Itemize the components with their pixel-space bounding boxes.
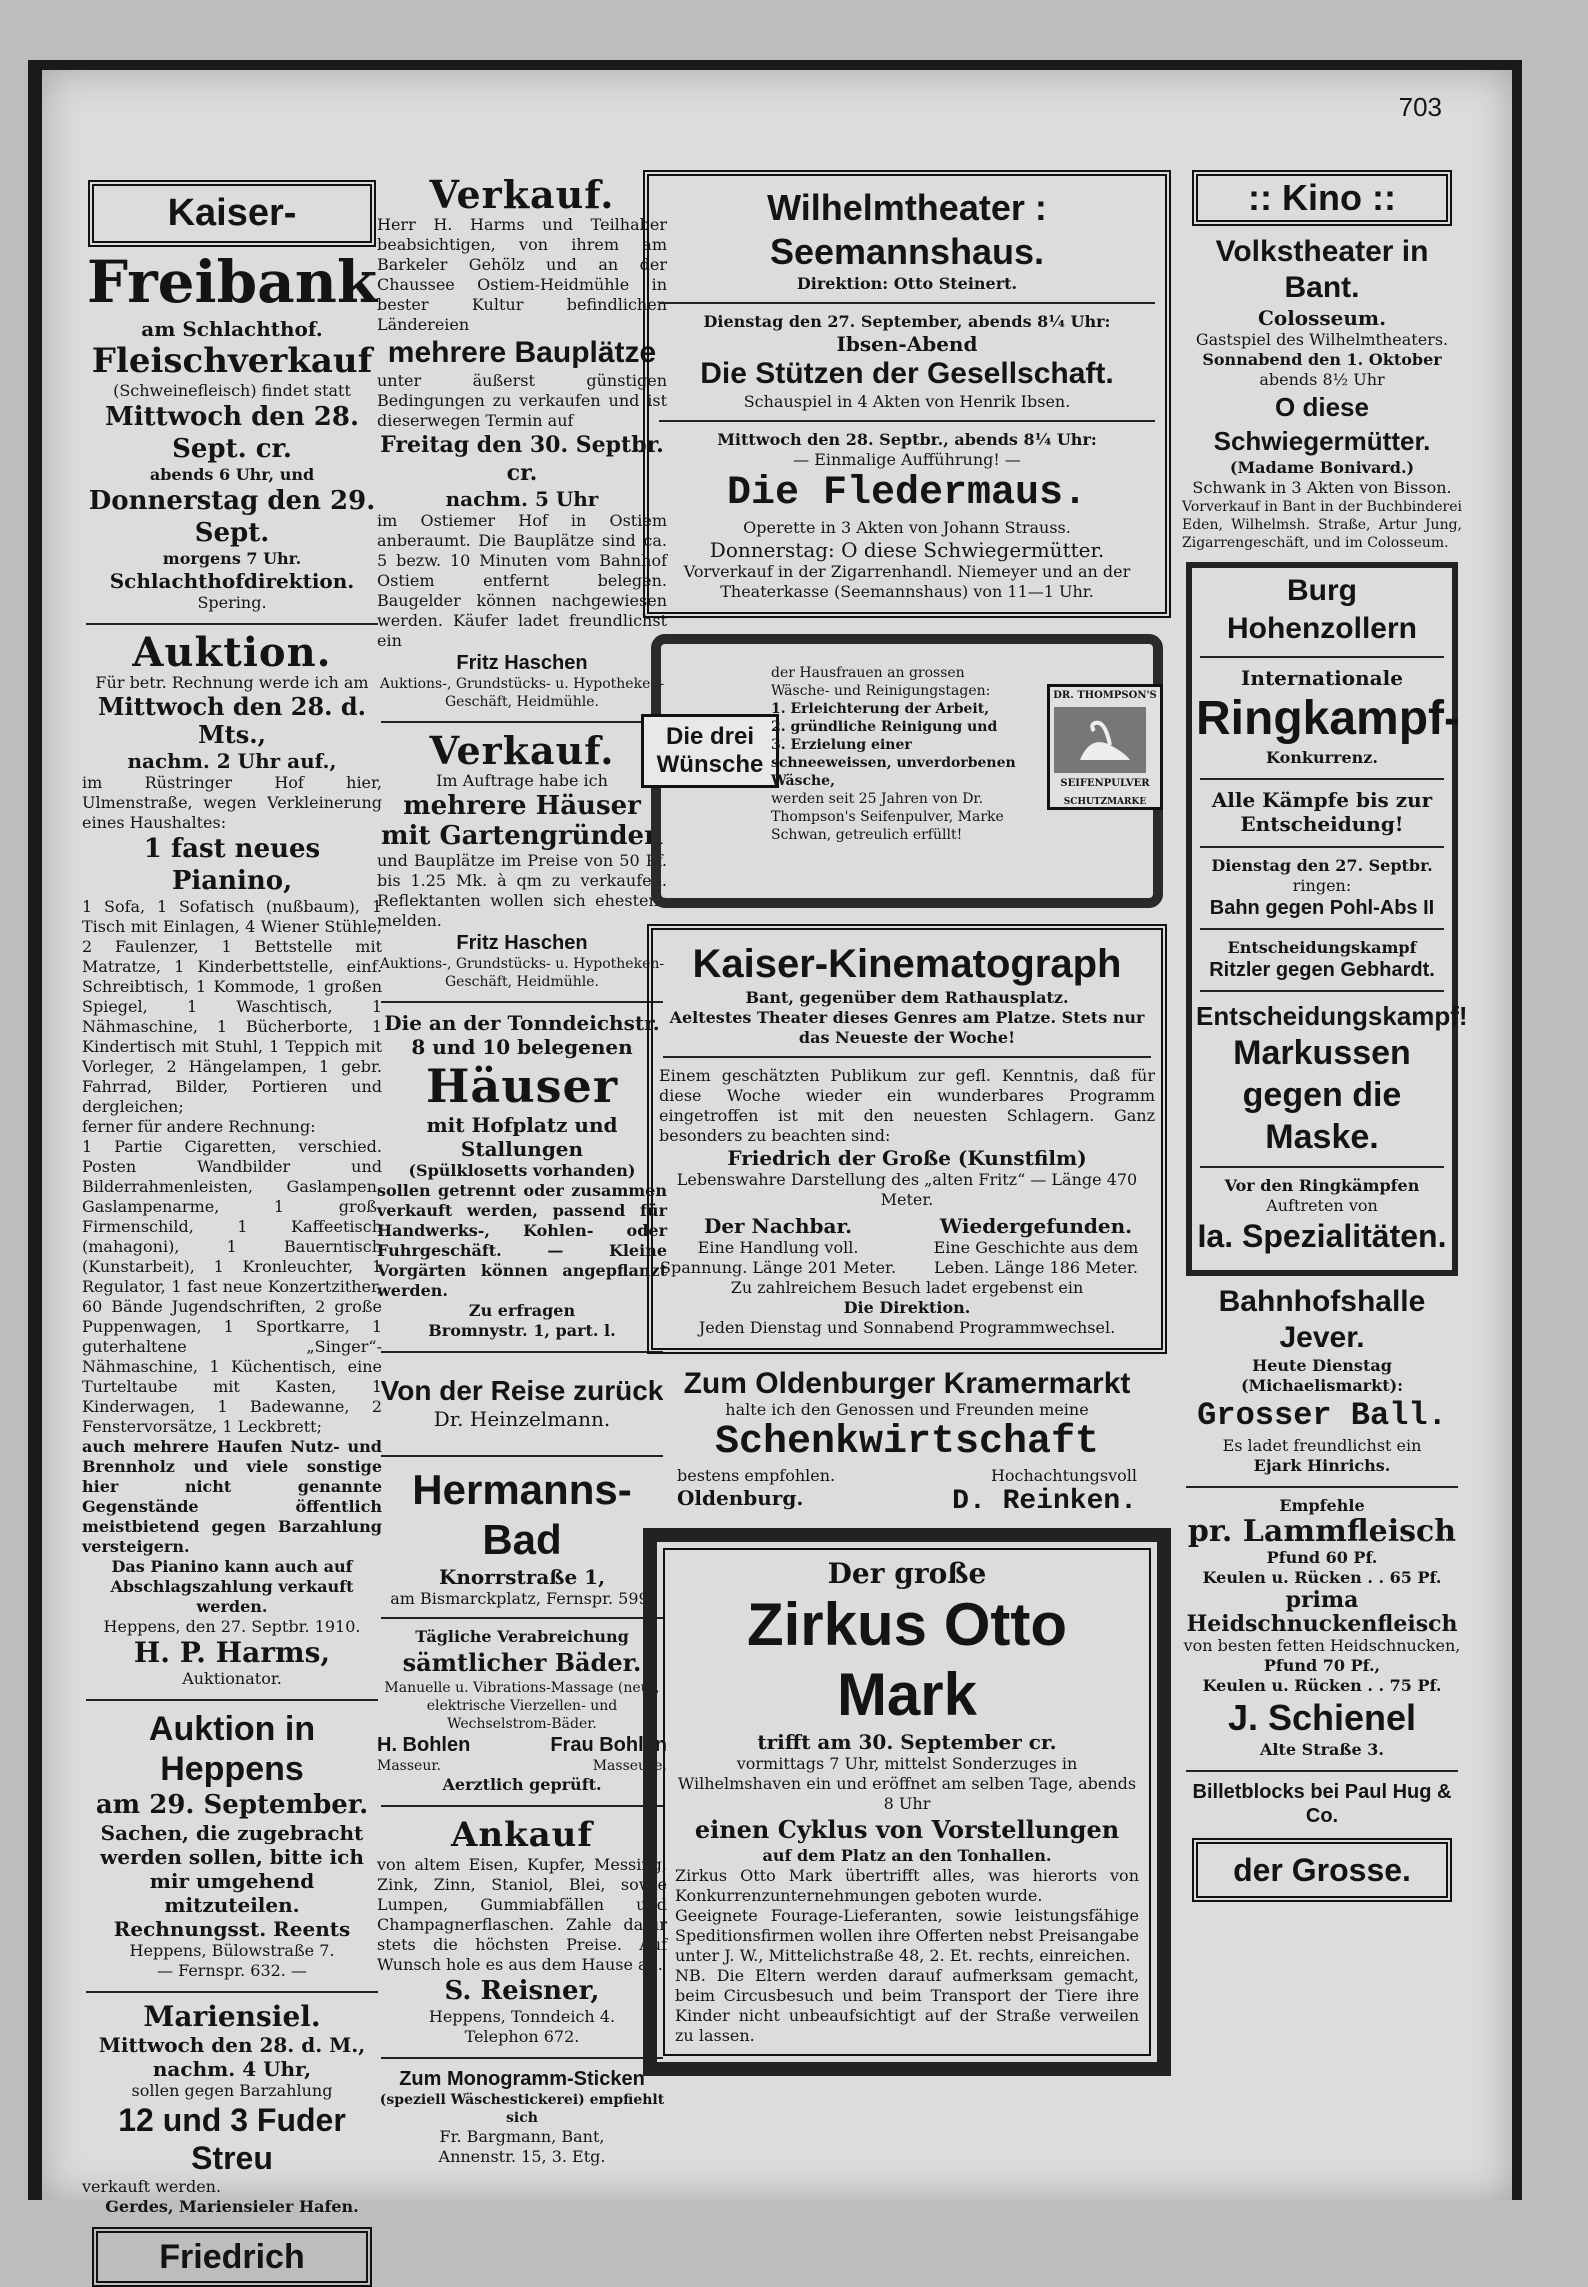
ringkampf-program <box>1196 856 1468 1256</box>
brennholz: auch mehrere Haufen Nutz- und Brennholz und viele sonstige hier nicht genannte Gegenstände öffentlich meistbietend gegen Barzahlung versteigern. <box>82 1437 382 1556</box>
ibsen: Ibsen-Abend <box>836 332 978 356</box>
zirkus-title: Zirkus Otto Mark <box>746 1591 1067 1728</box>
thompson-label: DR. THOMPSON'S <box>1053 690 1157 701</box>
heppens-date: Heppens, den 27. Septbr. 1910. <box>103 1617 361 1636</box>
friedrich-box <box>92 2227 372 2287</box>
page-number: 703 <box>1398 92 1442 122</box>
mariensiel-title: Mariensiel. <box>143 2000 321 2033</box>
ad-burg-hohenzollern <box>1186 562 1468 1276</box>
schwieger: O diese Schwiegermütter. <box>1213 392 1431 456</box>
programmwechsel: Jeden Dienstag und Sonnabend Programmwechsel. <box>698 1318 1116 1337</box>
film-wiedergefunden <box>917 1214 1155 1278</box>
ms-date: Mittwoch den 28. d. M., <box>98 2033 366 2057</box>
verkauf-1-text3: im Ostiemer Hof in Ostiem anberaumt. Die Bauplätze sind ca. 5 bezw. 10 Minuten vom Bahnhof Ostiem entfernt belegen. Baugelder können nachgewiesen werden. Käufer ladet freundlichst ein <box>377 511 667 650</box>
fv-abends: abends 6 Uhr, und <box>149 465 315 484</box>
lebenswahre: Lebenswahre Darstellung des „alten Fritz“ — Länge 470 Meter. <box>676 1170 1138 1209</box>
vt-abends: abends 8½ Uhr <box>1259 370 1385 389</box>
aeltestes: Aeltestes Theater dieses Genres am Platze. Stets nur das Neueste der Woche! <box>669 1008 1145 1047</box>
am-29: am 29. September. <box>95 1790 369 1820</box>
kaempfe: Alle Kämpfe bis zur Entscheidung! <box>1211 788 1433 836</box>
tonndeich: Die an der Tonndeichstr. 8 und 10 belegenen <box>384 1011 660 1059</box>
reisner-addr: Heppens, Tonndeich 4. <box>428 2007 616 2026</box>
markussen: Markussen gegen die Maske. <box>1233 1034 1411 1156</box>
auktionator: Auktionator. <box>182 1669 282 1688</box>
kramermarkt: Zum Oldenburger Kramermarkt <box>683 1367 1131 1400</box>
spering: Spering. <box>197 593 267 612</box>
swan-icon <box>1050 705 1150 775</box>
friedrich-grosse: Friedrich der Große (Kunstfilm) <box>727 1146 1087 1170</box>
vor-den: Vor den Ringkämpfen <box>1224 1176 1420 1195</box>
reinken-row <box>637 1486 1177 1518</box>
gerdes: Gerdes, Mariensieler Hafen. <box>105 2197 359 2216</box>
ad-auktion <box>82 629 382 1689</box>
fourage: Geeignete Fourage-Lieferanten, sowie leistungsfähige Speditionsfirmen wollen ihre Offerten nebst Preisangabe unter J. W., Mittelichstraße 48, 2. Et. rechts, einreichen. <box>675 1906 1139 1965</box>
pianino: 1 fast neues Pianino, <box>143 834 321 896</box>
zirkus-text: Zirkus Otto Mark übertrifft alles, was hierorts von Konkurrenzunternehmungen geboten wurde. <box>675 1866 1139 1905</box>
ad-freibank <box>82 180 382 613</box>
ad-reise <box>377 1361 667 1445</box>
divider <box>1200 990 1444 992</box>
fledermaus: Die Fledermaus. <box>726 471 1088 516</box>
divider <box>1186 1770 1458 1772</box>
divider <box>663 1056 1151 1058</box>
haeuser-text: sollen getrennt oder zusammen verkauft werden, passend für Handwerks-, Kohlen- oder Fuhrgeschäft. — Kleine Vorgärten können angepflanzt werden. <box>377 1181 667 1300</box>
film-nachbar <box>659 1214 897 1278</box>
zirkus-inner <box>663 1548 1151 2056</box>
fv-detail: (Schweinefleisch) findet statt <box>113 381 351 400</box>
haeuser-garten: mehrere Häuser mit Gartengründen <box>381 791 663 851</box>
wilhelmtheater-title: Wilhelmtheater : Seemannshaus. <box>767 187 1047 272</box>
es-ladet: Es ladet freundlichst ein <box>1222 1436 1422 1455</box>
bestens: bestens empfohlen. <box>677 1466 836 1485</box>
fv-mittwoch: Mittwoch den 28. Sept. cr. <box>104 402 360 464</box>
hinrichs: Ejark Hinrichs. <box>1253 1456 1391 1475</box>
hermannsbad-title: Hermanns-Bad <box>412 1466 632 1563</box>
newspaper-page <box>28 60 1522 2276</box>
kino-box <box>1192 170 1452 226</box>
ad-volkstheater <box>1182 234 1462 552</box>
nachbar-sub: Eine Handlung voll. Spannung. Länge 201 Meter. <box>660 1238 897 1277</box>
zyklus: einen Cyklus von Vorstellungen <box>694 1815 1120 1844</box>
zirkus-der-grosse: Der große <box>827 1557 987 1590</box>
column-3 <box>637 170 1177 2076</box>
divider <box>659 302 1155 304</box>
sachen: Sachen, die zugebracht werden sollen, bitte ich mir umgehend mitzuteilen. <box>100 1821 364 1917</box>
verkauf-2-text2: und Bauplätze im Preise von 50 Pf. bis 1.25 Mk. à qm zu verkaufen. Reflektanten wollen sich ehestens melden. <box>377 851 667 930</box>
ad-verkauf-2 <box>377 728 667 991</box>
freitag: Freitag den 30. Septbr. cr. <box>380 432 664 486</box>
auktion-heppens-title: Auktion in Heppens <box>148 1710 316 1788</box>
divider <box>381 721 663 723</box>
wunsch-1: 1. Erleichterung der Arbeit, <box>771 701 990 717</box>
ritzler: Ritzler gegen Gebhardt. <box>1209 959 1435 981</box>
verkauf-1-text: Herr H. Harms und Teilhaber beabsichtigen, von ihrem am Barkeler Gehölz und an der Chaussee Ostiem-Heidmühle in bester Kultur befindlichen Ländereien <box>377 215 667 334</box>
bargmann: Fr. Bargmann, Bant, <box>439 2127 605 2146</box>
ad-monogramm <box>377 2067 667 2167</box>
bromny: Bromnystr. 1, part. l. <box>428 1321 616 1340</box>
haeuser-title: Häuser <box>425 1059 619 1113</box>
divider <box>381 1351 663 1353</box>
auktion-place: im Rüstringer Hof hier, Ulmenstraße, wegen Verkleinerung eines Haushaltes: <box>82 773 382 832</box>
reents-phone: — Fernspr. 632. — <box>157 1961 307 1980</box>
billetblocks: Billetblocks bei Paul Hug & Co. <box>1192 1781 1452 1827</box>
heinzelmann: Dr. Heinzelmann. <box>433 1407 611 1431</box>
divider <box>1200 656 1444 658</box>
operette: Operette in 3 Akten von Johann Strauss. <box>743 518 1071 537</box>
freibank-location: am Schlachthof. <box>141 317 323 341</box>
column-2 <box>377 172 667 2177</box>
auktion-title: Auktion. <box>132 629 332 676</box>
wuensche-end: werden seit 25 Jahren von Dr. Thompson's Seifenpulver, Marke Schwan, getreulich erfüllt! <box>771 791 1004 843</box>
stuetzen: Die Stützen der Gesellschaft. <box>700 357 1114 390</box>
fv-donnerstag: Donnerstag den 29. Sept. <box>88 486 376 548</box>
heidschnucken: prima Heidschnuckenfleisch <box>1186 1587 1458 1637</box>
vt-vorverkauf: Vorverkauf in Bant in der Buchbinderei Eden, Wilhelmsh. Straße, Artur Jung, Zigarrengeschäft, und im Colosseum. <box>1182 499 1462 551</box>
keulen-65: Keulen u. Rücken . . 65 Pf. <box>1202 1568 1442 1587</box>
hofplatz: mit Hofplatz und Stallungen <box>426 1113 618 1161</box>
bohlen: H. Bohlen <box>377 1734 471 1756</box>
ms-time: nachm. 4 Uhr, <box>152 2057 312 2081</box>
haschen-sub: Auktions-, Grundstücks- u. Hypotheken-Geschäft, Heidmühle. <box>379 676 665 710</box>
schienel: J. Schienel <box>1227 1697 1417 1738</box>
erfragen: Zu erfragen <box>468 1301 576 1320</box>
drei-wuensche-sign <box>641 714 779 788</box>
divider <box>381 1455 663 1457</box>
ad-drei-wuensche <box>651 634 1163 908</box>
ad-kinematograph <box>647 924 1167 1354</box>
auftreten: Auftreten von <box>1266 1196 1378 1215</box>
bauplaetze: mehrere Bauplätze <box>387 336 657 369</box>
burg: Burg Hohenzollern <box>1226 574 1417 645</box>
wt-dienstag: Dienstag den 27. September, abends 8¼ Uhr: <box>703 312 1111 331</box>
ringen: ringen: <box>1292 876 1352 895</box>
wt-direktion: Direktion: Otto Steinert. <box>796 274 1018 293</box>
fleischverkauf: Fleischverkauf <box>91 341 373 381</box>
halte: halte ich den Genossen und Freunden meine <box>725 1400 1089 1419</box>
divider <box>1200 1166 1444 1168</box>
bestens-row <box>637 1466 1177 1486</box>
bohlen-row <box>377 1733 667 1757</box>
wunsch-3: 3. Erzielung einer schneeweissen, unverdorbenen Wäsche, <box>771 737 1016 789</box>
reents-addr: Heppens, Bülowstraße 7. <box>129 1941 335 1960</box>
divider <box>1200 928 1444 930</box>
reisner: S. Reisner, <box>444 1976 600 2006</box>
friedrich-label: Friedrich <box>159 2238 305 2276</box>
haschen-2-sub: Auktions-, Grundstücks- u. Hypotheken-Geschäft, Heidmühle. <box>379 956 665 990</box>
ad-schienel <box>1182 1496 1462 1760</box>
bahnhofshalle: Bahnhofshalle Jever. <box>1218 1285 1426 1354</box>
nachbar: Der Nachbar. <box>703 1214 853 1238</box>
lammfleisch: pr. Lammfleisch <box>1187 1514 1457 1549</box>
divider <box>1186 1486 1458 1488</box>
monogramm: Zum Monogramm-Sticken <box>399 2068 645 2090</box>
massage: Manuelle u. Vibrations-Massage (neu), elektrische Vierzellen- und Wechselstrom-Bäder. <box>384 1680 660 1732</box>
pfund-70: Pfund 70 Pf., <box>1263 1656 1381 1675</box>
kino-text: Einem geschätzten Publikum zur gefl. Kenntnis, daß für diese Woche wieder ein wunderbares Programm eingetroffen ist mit den neuesten Schlagern. Ganz besonders zu beachten sind: <box>659 1066 1155 1145</box>
divider <box>86 1699 378 1701</box>
freibank-title: Freibank <box>86 248 378 316</box>
column-1 <box>82 180 382 2287</box>
einmalige: — Einmalige Aufführung! — <box>793 450 1021 469</box>
auktion-time: nachm. 2 Uhr auf., <box>127 749 337 773</box>
ad-haeuser <box>377 1011 667 1341</box>
ad-auktion-heppens <box>82 1709 382 1981</box>
column-4 <box>1182 170 1468 1902</box>
ferner: ferner für andere Rechnung: <box>82 1117 316 1136</box>
ms-bar: sollen gegen Barzahlung <box>131 2081 333 2100</box>
wt-vorverkauf: Vorverkauf in der Zigarrenhandl. Niemeyer und an der Theaterkasse (Seemannshaus) von 11—1 Uhr. <box>683 562 1131 601</box>
frau-bohlen: Frau Bohlen <box>550 1734 667 1756</box>
schauspiel: Schauspiel in 4 Akten von Henrik Ibsen. <box>743 392 1071 411</box>
fuder: 12 und 3 Fuder Streu <box>118 2102 346 2176</box>
ms-verkauft: verkauft werden. <box>82 2177 222 2196</box>
vormittags: vormittags 7 Uhr, mittelst Sonderzuges in Wilhelmshaven ein und eröffnet am selben Tage, abends 8 Uhr <box>677 1754 1137 1813</box>
divider <box>381 1805 663 1807</box>
gastspiel: Gastspiel des Wilhelmtheaters. <box>1195 330 1449 349</box>
divider <box>659 420 1155 422</box>
entscheidungskampf: Entscheidungskampf <box>1227 938 1417 957</box>
divider <box>381 1617 663 1619</box>
aerztlich: Aerztlich geprüft. <box>442 1775 602 1794</box>
knorr: Knorrstraße 1, <box>438 1565 606 1589</box>
auktion-intro: Für betr. Rechnung werde ich am <box>95 673 369 692</box>
keulen-75: Keulen u. Rücken . . 75 Pf. <box>1202 1676 1442 1695</box>
wuensche-intro: der Hausfrauen an grossen Wäsche- und Reinigungstagen: <box>771 665 991 699</box>
ad-kramermarkt <box>637 1368 1177 1518</box>
nachm-5: nachm. 5 Uhr <box>445 487 599 511</box>
reisner-phone: Telephon 672. <box>464 2027 580 2046</box>
harms-signature: H. P. Harms, <box>133 1636 331 1669</box>
reise: Von der Reise zurück <box>380 1375 664 1406</box>
spuelklosetts: (Spülklosetts vorhanden) <box>408 1161 636 1180</box>
der-grosse: der Grosse. <box>1233 1852 1411 1888</box>
bargmann-addr: Annenstr. 15, 3. Etg. <box>438 2147 606 2166</box>
oldenburg: Oldenburg. <box>677 1486 804 1510</box>
schwank: Schwank in 3 Akten von Bisson. <box>1192 478 1452 497</box>
verkauf-1-text2: unter äußerst günstigen Bedingungen zu verkaufen und ist dieserwegen Termin auf <box>377 371 667 430</box>
kino-addr: Bant, gegenüber dem Rathausplatz. <box>745 988 1069 1007</box>
grosser-ball: Grosser Ball. <box>1197 1397 1447 1434</box>
divider <box>86 1991 378 1993</box>
mono-text: (speziell Wäschestickerei) empfiehlt sich <box>379 2092 665 2126</box>
konkurrenz: Konkurrenz. <box>1266 748 1378 767</box>
von-besten: von besten fetten Heidschnucken, <box>1183 1636 1461 1655</box>
kinematograph-title: Kaiser-Kinematograph <box>692 942 1122 986</box>
taeglich: Tägliche Verabreichung <box>415 1627 629 1646</box>
kaiser-box: Kaiser- <box>88 180 376 247</box>
ad-ankauf <box>377 1815 667 2047</box>
rk-dienstag: Dienstag den 27. Septbr. <box>1211 856 1433 875</box>
verkauf-2-title: Verkauf. <box>429 728 615 773</box>
pianino-note: Das Pianino kann auch auf Abschlagszahlung verkauft werden. <box>110 1557 354 1616</box>
pfund-60: Pfund 60 Pf. <box>1266 1548 1378 1567</box>
empfehle: Empfehle <box>1279 1496 1365 1515</box>
auktion-items: 1 Sofa, 1 Sofatisch (nußbaum), 1 Tisch mit Einlagen, 4 Wiener Stühle, 2 Faulenzer, 1 Bettstelle mit Matratze, 1 Kinderbettstelle, einf. Schreibtisch, 1 Kommode, 1 großen Spiegel, 1 Waschtisch, 1 Nähmaschine, 1 Bücherborte, 1 Kindertisch mit Stuhl, 1 Teppich mit Vorleger, 2 Hängelampen, 1 gebr. Fahrrad, Bilder, Portieren und dergleichen; <box>82 897 382 1116</box>
verkauf-2-text: Im Auftrage habe ich <box>436 771 608 790</box>
fv-morgens: morgens 7 Uhr. <box>162 549 302 568</box>
wt-donnerstag: Donnerstag: O diese Schwiegermütter. <box>709 538 1105 562</box>
madame: (Madame Bonivard.) <box>1229 458 1415 477</box>
auktion-more-items: 1 Partie Cigaretten, verschied. Posten Wandbilder und Bilderrahmenleisten, Gaslampen, Gaslampenarme, 1 groß. Firmenschild, 1 Kaffeetisch (mahagoni), 1 Bauerntisch (Kunstarbeit), 1 Kronleuchter, 1 Regulator, 1 fast neue Konzertzither, 60 Bände Jugendschriften, 2 große Puppenwagen, 1 Sportkarre, 1 guterhaltene „Singer“-Nähmaschine, 1 Küchentisch, eine Turteltaube mit Kasten, 1 Kinderwagen, 1 Badewanne, 2 Fenstervorsätze, 1 Leckbrett; <box>82 1137 382 1436</box>
spezialitaeten: Ia. Spezialitäten. <box>1197 1218 1447 1254</box>
wieder-sub: Eine Geschichte aus dem Leben. Länge 186 Meter. <box>933 1238 1139 1277</box>
colosseum: Colosseum. <box>1257 306 1387 330</box>
zahlreichem: Zu zahlreichem Besuch ladet ergebenst ein <box>730 1278 1084 1297</box>
masseuse: Masseuse. <box>592 1758 667 1774</box>
ad-bahnhofshalle <box>1182 1284 1462 1476</box>
hochachtungsvoll: Hochachtungsvoll <box>990 1466 1137 1485</box>
wiedergefunden: Wiedergefunden. <box>939 1214 1133 1238</box>
ankauf-text: von altem Eisen, Kupfer, Messing, Zink, Zinn, Staniol, Blei, sowie Lumpen, Gummiabfällen und Champagnerflaschen. Zahle dafür stets die höchsten Preise. Auf Wunsch hole es aus dem Hause ab. <box>377 1855 667 1974</box>
alte-strasse: Alte Straße 3. <box>1260 1740 1384 1759</box>
divider <box>1200 846 1444 848</box>
divider <box>1200 778 1444 780</box>
divider <box>381 2057 663 2059</box>
nb: NB. Die Eltern werden darauf aufmerksam gemacht, beim Circusbesuch und beim Transport der Tiere ihre Kinder nicht unbeaufsichtigt auf der Straße verweilen zu lassen. <box>675 1966 1139 2045</box>
ankauf-title: Ankauf <box>450 1815 594 1855</box>
ringkampf: Ringkampf- <box>1196 692 1460 745</box>
wunsch-2: 2. gründliche Reinigung und <box>771 719 998 735</box>
baeder: sämtlicher Bäder. <box>402 1648 642 1677</box>
ad-zirkus <box>643 1528 1171 2076</box>
masseur: Masseur. <box>377 1758 441 1774</box>
seifenpulver: SEIFENPULVER <box>1060 778 1150 789</box>
divider <box>86 623 378 625</box>
kino-title: :: Kino :: <box>1248 177 1396 218</box>
internationale: Internationale <box>1241 666 1403 690</box>
auktion-date: Mittwoch den 28. d. Mts., <box>97 692 367 749</box>
trifft: trifft am 30. September cr. <box>757 1730 1057 1754</box>
schlachthof-direktion: Schlachthofdirektion. <box>109 569 355 593</box>
volkstheater: Volkstheater in Bant. <box>1215 235 1429 304</box>
entscheidungskampf-2: Entscheidungskampf! <box>1196 1001 1468 1031</box>
bismarck: am Bismarckplatz, Fernspr. 599. <box>390 1589 654 1608</box>
burg-head <box>1196 572 1460 768</box>
haschen: Fritz Haschen <box>456 652 588 674</box>
drei-wuensche: Die drei Wünsche <box>656 723 764 778</box>
ad-verkauf-1 <box>377 172 667 711</box>
verkauf-1-title: Verkauf. <box>429 172 615 217</box>
reents: Rechnungsst. Reents <box>113 1917 351 1941</box>
ad-wilhelmtheater <box>643 170 1171 618</box>
wuensche-text <box>771 664 1021 844</box>
sonnabend: Sonnabend den 1. Oktober <box>1202 350 1442 369</box>
bahn: Bahn gegen Pohl-Abs II <box>1209 897 1435 919</box>
reinken: D. Reinken. <box>952 1486 1137 1517</box>
heute: Heute Dienstag (Michaelismarkt): <box>1240 1356 1404 1395</box>
platz: auf dem Platz an den Tonhallen. <box>762 1846 1052 1865</box>
kino-films-row <box>659 1214 1155 1278</box>
thompson-box <box>1047 684 1163 810</box>
schutzmarke: SCHUTZMARKE <box>1063 797 1147 807</box>
ad-hermannsbad <box>377 1465 667 1795</box>
wt-mittwoch: Mittwoch den 28. Septbr., abends 8¼ Uhr: <box>717 430 1097 449</box>
haschen-2: Fritz Haschen <box>456 932 588 954</box>
masseur-row <box>377 1757 667 1775</box>
divider <box>381 1001 663 1003</box>
schenkwirtschaft: Schenkwirtschaft <box>714 1420 1100 1465</box>
der-grosse-box <box>1192 1838 1452 1902</box>
kino-direktion: Die Direktion. <box>843 1298 971 1317</box>
ad-mariensiel <box>82 2001 382 2217</box>
